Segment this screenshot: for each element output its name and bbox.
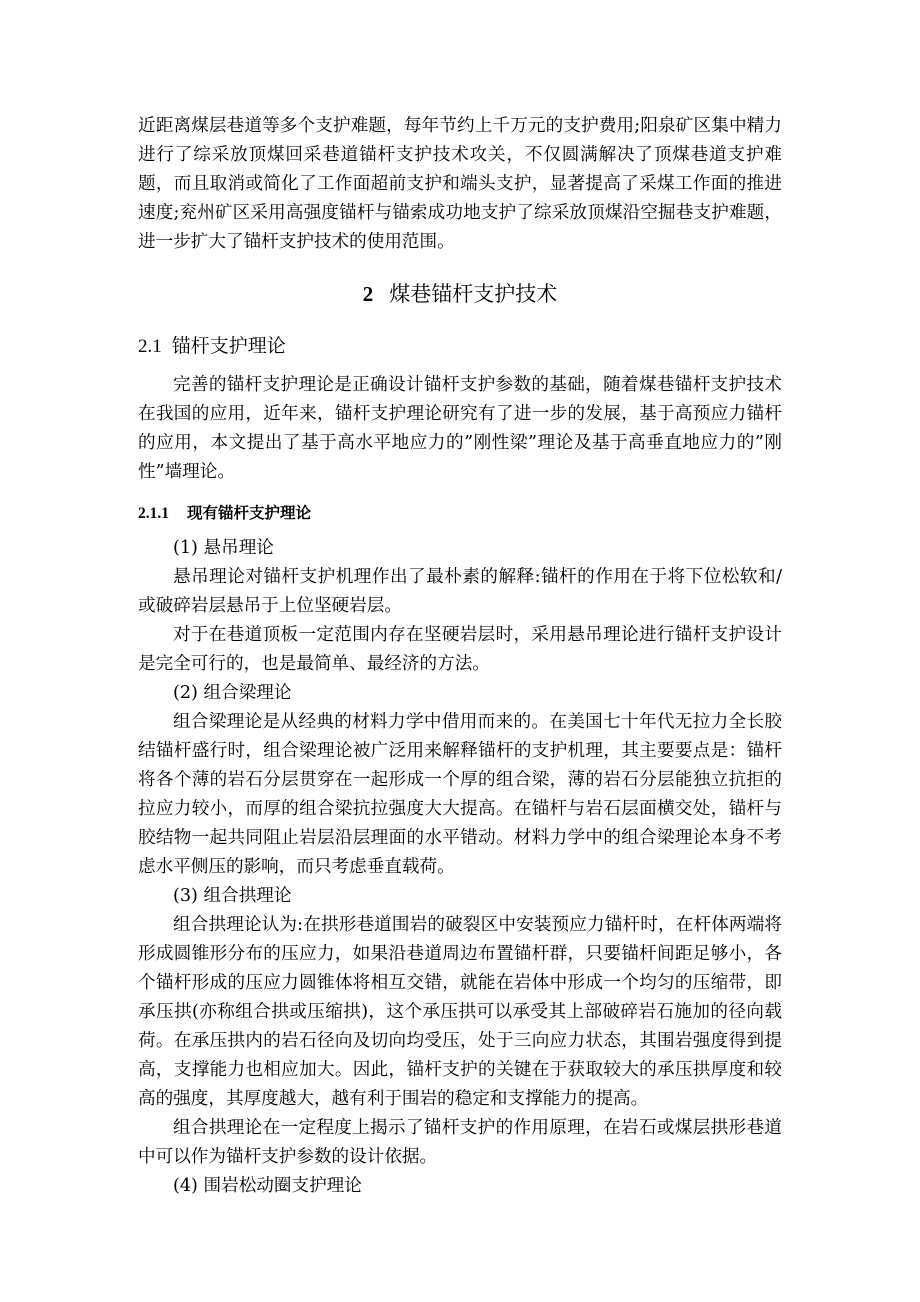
section-title: 锚杆支护理论 xyxy=(171,335,286,357)
chapter-title: 煤巷锚杆支护技术 xyxy=(389,282,558,306)
section-number: 2.1 xyxy=(138,336,162,357)
theory-1-paragraph-2: 对于在巷道顶板一定范围内存在坚硬岩层时，采用悬吊理论进行锚杆支护设计是完全可行的，也是最简单、最经济的方法。 xyxy=(138,625,782,674)
subsection-number: 2.1.1 xyxy=(138,505,169,522)
chapter-number: 2 xyxy=(362,282,374,306)
theory-1-label: (1) 悬吊理论 xyxy=(173,538,274,558)
subsection-heading xyxy=(138,499,782,528)
theory-3-paragraph-2: 组合拱理论在一定程度上揭示了锚杆支护的作用原理，在岩石或煤层拱形巷道中可以作为锚杆支护参数的设计依据。 xyxy=(138,1118,782,1167)
theory-3-paragraph-1: 组合拱理论认为:在拱形巷道围岩的破裂区中安装预应力锚杆时，在杆体两端将形成圆锥形分布的压应力，如果沿巷道周边布置锚杆群，只要锚杆间距足够小，各个锚杆形成的压应力圆锥体将相互交错，就能在岩体中形成一个均匀的压缩带，即承压拱(亦称组合拱或压缩拱)，这个承压拱可以承受其上部破碎岩石施加的径向载荷。在承压拱内的岩石径向及切向均受压，处于三向应力状态，其围岩强度得到提高，支撑能力也相应加大。因此，锚杆支护的关键在于获取较大的承压拱厚度和较高的强度，其厚度越大，越有利于围岩的稳定和支撑能力的提高。 xyxy=(138,915,782,1109)
intro-paragraph: 近距离煤层巷道等多个支护难题，每年节约上千万元的支护费用;阳泉矿区集中精力进行了综采放顶煤回采巷道锚杆支护技术攻关，不仅圆满解决了顶煤巷道支护难题，而且取消或简化了工作面超前支护和端头支护，显著提高了采煤工作面的推进速度;兖州矿区采用高强度锚杆与锚索成功地支护了综采放顶煤沿空掘巷支护难题，进一步扩大了锚杆支护技术的使用范围。 xyxy=(138,116,782,252)
theory-1-paragraph-1: 悬吊理论对锚杆支护机理作出了最朴素的解释:锚杆的作用在于将下位松软和/或破碎岩层悬吊于上位坚硬岩层。 xyxy=(138,567,782,616)
theory-2-paragraph-1: 组合梁理论是从经典的材料力学中借用而来的。在美国七十年代无拉力全长胶结锚杆盛行时，组合梁理论被广泛用来解释锚杆的支护机理，其主要要点是：锚杆将各个薄的岩石分层贯穿在一起形成一个厚的组合梁，薄的岩石分层能独立抗拒的拉应力较小，而厚的组合梁抗拉强度大大提高。在锚杆与岩石层面横交处，锚杆与胶结物一起共同阻止岩层沿层理面的水平错动。材料力学中的组合梁理论本身不考虑水平侧压的影响，而只考虑垂直载荷。 xyxy=(138,712,782,877)
section-heading xyxy=(138,330,782,363)
document-page xyxy=(138,112,782,1201)
theory-2-label: (2) 组合梁理论 xyxy=(173,683,292,703)
chapter-heading xyxy=(138,277,782,311)
theory-3-label: (3) 组合拱理论 xyxy=(173,886,292,906)
theory-4-label: (4) 围岩松动圈支护理论 xyxy=(173,1176,362,1196)
subsection-title: 现有锚杆支护理论 xyxy=(187,504,312,522)
section-paragraph: 完善的锚杆支护理论是正确设计锚杆支护参数的基础，随着煤巷锚杆支护技术在我国的应用，近年来，锚杆支护理论研究有了进一步的发展，基于高预应力锚杆的应用，本文提出了基于高水平地应力的”刚性梁”理论及基于高垂直地应力的”刚性”墙理论。 xyxy=(138,375,782,482)
